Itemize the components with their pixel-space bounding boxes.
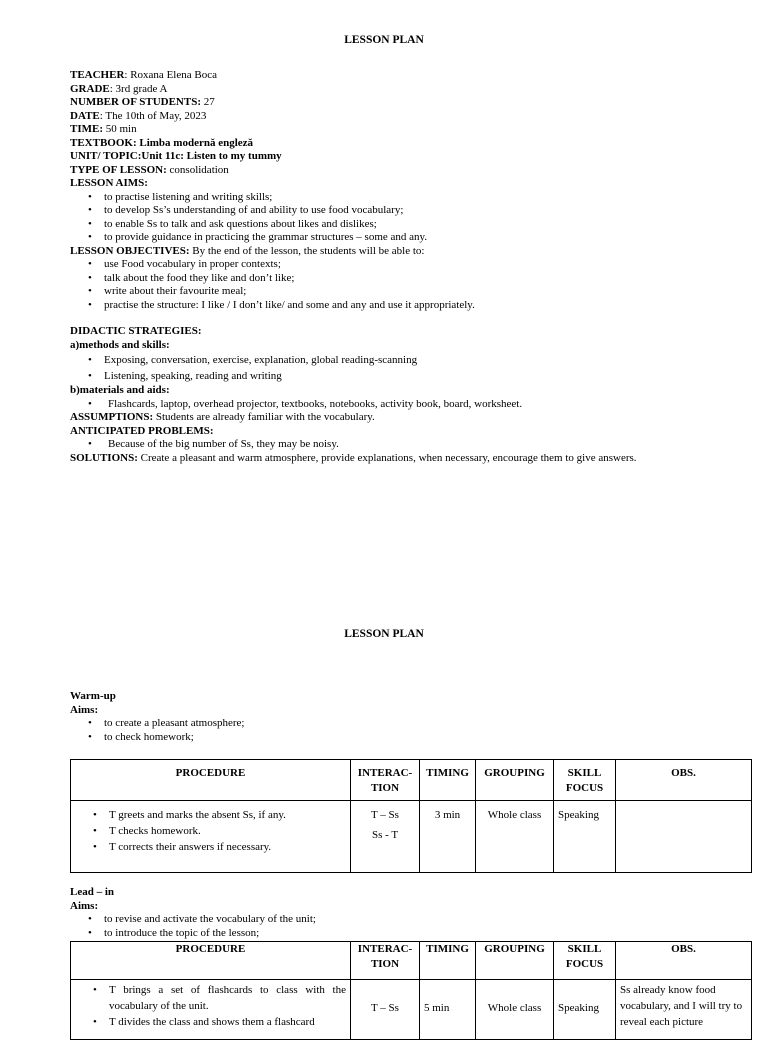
table-row <box>71 801 752 873</box>
header-skill-focus <box>554 942 616 980</box>
textbook-line <box>70 137 730 151</box>
list-item: • to check homework; <box>70 731 730 745</box>
students-value: 27 <box>201 96 215 108</box>
type-label: TYPE OF LESSON: <box>70 163 167 176</box>
list-item: • T divides the class and shows them a flashcard <box>75 1014 346 1030</box>
list-item: • to enable Ss to talk and ask questions about likes and dislikes; <box>70 218 730 232</box>
list-item: • T greets and marks the absent Ss, if any. <box>75 807 346 823</box>
strategies-label: DIDACTIC STRATEGIES: <box>70 325 202 337</box>
list-item: • write about their favourite meal; <box>70 285 730 299</box>
list-item: • to revise and activate the vocabulary of the unit; <box>70 913 730 927</box>
grade-label: GRADE <box>70 82 110 95</box>
header-timing: TIMING <box>420 942 476 980</box>
date-value: : The 10th of May, 2023 <box>99 109 207 122</box>
table-header-row <box>71 942 752 980</box>
list-item: • Listening, speaking, reading and writing <box>70 368 730 384</box>
header-procedure: PROCEDURE <box>71 942 351 980</box>
leadin-section <box>70 886 730 940</box>
objectives-list <box>70 258 730 312</box>
page-2-title: LESSON PLAN <box>344 628 424 640</box>
header-interaction-line1: INTERAC- <box>357 767 413 779</box>
time-value: 50 min <box>103 123 137 135</box>
leadin-aims-list <box>70 913 730 940</box>
list-item: • Flashcards, laptop, overhead projector, textbooks, notebooks, activity book, board, worksheet. <box>70 398 730 412</box>
interaction-cell: T – Ss <box>351 980 420 1040</box>
header-procedure: PROCEDURE <box>71 760 351 801</box>
procedure-cell <box>71 801 351 873</box>
timing-cell: 3 min <box>420 801 476 873</box>
list-item: • to provide guidance in practicing the grammar structures – some and any. <box>70 231 730 245</box>
list-item: • practise the structure: I like / I don’t like/ and some and any and use it appropriately. <box>70 299 730 313</box>
grouping-cell: Whole class <box>476 980 554 1040</box>
type-line <box>70 164 730 178</box>
date-line <box>70 110 730 124</box>
table-row <box>71 980 752 1040</box>
grouping-cell: Whole class <box>476 801 554 873</box>
topic-value: Unit 11c: Listen to my tummy <box>141 150 282 162</box>
assumptions-label: ASSUMPTIONS: <box>70 411 154 423</box>
list-item: • to create a pleasant atmosphere; <box>70 717 730 731</box>
header-interaction <box>351 760 420 801</box>
leadin-aims-label: Aims: <box>70 899 99 912</box>
topic-line <box>70 150 730 164</box>
time-label: TIME: <box>70 123 103 135</box>
timing-cell: 5 min <box>420 980 476 1040</box>
materials-label: b)materials and aids: <box>70 384 170 396</box>
objectives-value: By the end of the lesson, the students will be able to: <box>189 244 425 257</box>
header-grouping: GROUPING <box>476 760 554 801</box>
warmup-table <box>70 759 752 873</box>
header-skill-line1: SKILL <box>567 767 602 779</box>
header-interaction-line2: TION <box>370 782 400 794</box>
list-item: • to introduce the topic of the lesson; <box>70 927 730 941</box>
aims-list <box>70 191 730 245</box>
assumptions-value: Students are already familiar with the vocabulary. <box>153 411 375 423</box>
list-item: • Exposing, conversation, exercise, explanation, global reading-scanning <box>70 352 730 368</box>
obs-cell: Ss already know food vocabulary, and I will try to reveal each picture <box>616 980 752 1040</box>
lesson-info <box>70 69 730 465</box>
obs-cell <box>616 801 752 873</box>
list-item: • Because of the big number of Ss, they may be noisy. <box>70 438 730 452</box>
list-item: • to practise listening and writing skills; <box>70 191 730 205</box>
solutions-line <box>70 452 730 466</box>
textbook-label: TEXTBOOK: <box>70 136 137 149</box>
header-timing: TIMING <box>420 760 476 801</box>
problems-label: ANTICIPATED PROBLEMS: <box>70 424 214 437</box>
warmup-section <box>70 690 730 744</box>
procedure-list <box>75 982 346 1030</box>
header-skill-focus <box>554 760 616 801</box>
list-item: • to develop Ss’s understanding of and ability to use food vocabulary; <box>70 204 730 218</box>
teacher-value: : Roxana Elena Boca <box>124 69 217 81</box>
skill-cell: Speaking <box>554 980 616 1040</box>
type-value: consolidation <box>166 163 229 176</box>
list-item: • talk about the food they like and don’t like; <box>70 272 730 286</box>
procedure-cell <box>71 980 351 1040</box>
header-interaction-line1: INTERAC- <box>357 943 413 955</box>
interaction-cell <box>351 801 420 873</box>
leadin-table <box>70 941 752 1040</box>
objectives-label: LESSON OBJECTIVES: <box>70 244 190 257</box>
list-item: • T brings a set of flashcards to class with the vocabulary of the unit. <box>75 982 346 1014</box>
warmup-heading: Warm-up <box>70 690 116 702</box>
table-header-row <box>71 760 752 801</box>
date-label: DATE <box>70 109 100 122</box>
procedure-list <box>75 807 346 855</box>
warmup-aims-list <box>70 717 730 744</box>
header-skill-line2: FOCUS <box>565 782 604 794</box>
list-item: • T checks homework. <box>75 823 346 839</box>
skill-cell: Speaking <box>554 801 616 873</box>
methods-list <box>70 352 730 384</box>
grade-value: : 3rd grade A <box>109 82 168 95</box>
header-skill-line2: FOCUS <box>565 958 604 970</box>
materials-list <box>70 398 730 412</box>
header-obs: OBS. <box>616 942 752 980</box>
methods-label: a)methods and skills: <box>70 338 170 351</box>
students-label: NUMBER OF STUDENTS: <box>70 96 201 108</box>
header-interaction-line2: TION <box>370 958 400 970</box>
list-item: • T corrects their answers if necessary. <box>75 839 346 855</box>
interaction-line2: Ss - T <box>371 829 399 841</box>
teacher-line <box>70 69 730 83</box>
topic-label: UNIT/ TOPIC: <box>70 150 142 162</box>
list-item: • use Food vocabulary in proper contexts; <box>70 258 730 272</box>
time-line <box>70 123 730 137</box>
aims-label: LESSON AIMS: <box>70 177 148 189</box>
header-obs: OBS. <box>616 760 752 801</box>
page-1-title: LESSON PLAN <box>344 34 424 46</box>
problems-list <box>70 438 730 452</box>
warmup-aims-label: Aims: <box>70 703 99 716</box>
header-grouping: GROUPING <box>476 942 554 980</box>
solutions-value: Create a pleasant and warm atmosphere, provide explanations, when necessary, encourage them to give answers. <box>137 451 637 464</box>
objectives-line <box>70 245 730 259</box>
grade-line <box>70 83 730 97</box>
interaction-line1: T – Ss <box>371 809 399 821</box>
assumptions-line <box>70 411 730 425</box>
leadin-heading: Lead – in <box>70 886 115 898</box>
teacher-label: TEACHER <box>70 69 125 81</box>
students-line <box>70 96 730 110</box>
solutions-label: SOLUTIONS: <box>70 451 138 464</box>
header-interaction <box>351 942 420 980</box>
header-skill-line1: SKILL <box>567 943 602 955</box>
textbook-value: Limba modernă engleză <box>136 136 254 149</box>
